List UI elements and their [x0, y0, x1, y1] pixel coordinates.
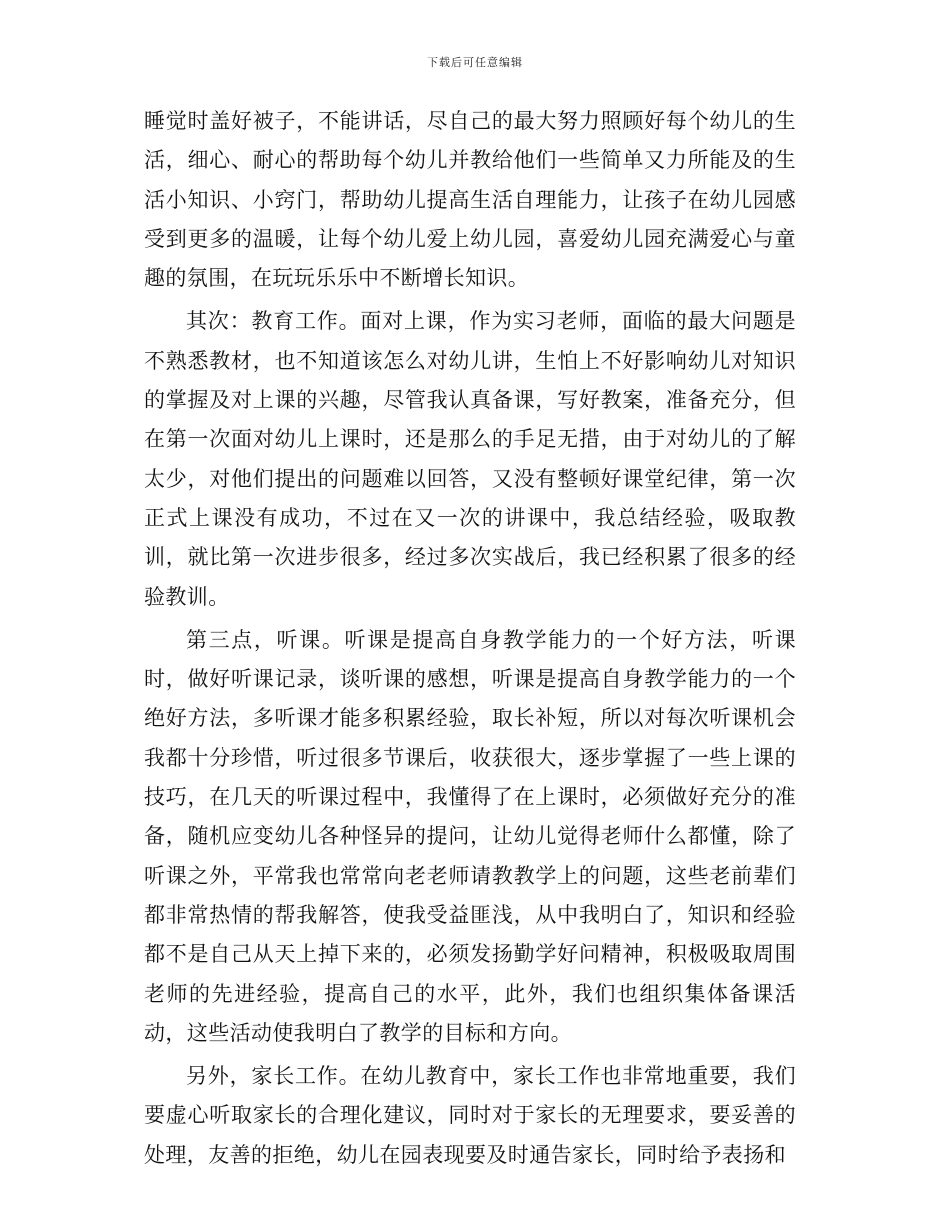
paragraph-parent-work: 另外，家长工作。在幼儿教育中，家长工作也非常地重要，我们要虚心听取家长的合理化建议，同时对于家长的无理要求，要妥善的处理，友善的拒绝，幼儿在园表现要及时通告家长，同时给予表扬和 — [144, 1064, 796, 1167]
paragraph-observing-classes: 第三点，听课。听课是提高自身教学能力的一个好方法，听课时，做好听课记录，谈听课的感想，听课是提高自身教学能力的一个绝好方法，多听课才能多积累经验，取长补短，所以对每次听课机会我都十分珍惜，听过很多节课后，收获很大，逐步掌握了一些上课的技巧，在几天的听课过程中，我懂得了在上课时，必须做好充分的准备，随机应变幼儿各种怪异的提问，让幼儿觉得老师什么都懂，除了听课之外，平常我也常常向老老师请教教学上的问题，这些老前辈们都非常热情的帮我解答，使我受益匪浅，从中我明白了，知识和经验都不是自己从天上掉下来的，必须发扬勤学好问精神，积极吸取周围老师的先进经验，提高自己的水平，此外，我们也组织集体备课活动，这些活动使我明白了教学的目标和方向。 — [144, 627, 796, 1045]
page-header: 下载后可任意编辑 — [427, 56, 523, 69]
paragraph-continuation: 睡觉时盖好被子，不能讲话，尽自己的最大努力照顾好每个幼儿的生活，细心、耐心的帮助每个幼儿并教给他们一些简单又力所能及的生活小知识、小窍门，帮助幼儿提高生活自理能力，让孩子在幼儿园感受到更多的温暖，让每个幼儿爱上幼儿园，喜爱幼儿园充满爱心与童趣的氛围，在玩玩乐乐中不断增长知识。 — [144, 109, 796, 291]
paragraph-teaching-work: 其次：教育工作。面对上课，作为实习老师，面临的最大问题是不熟悉教材，也不知道该怎么对幼儿讲，生怕上不好影响幼儿对知识的掌握及对上课的兴趣，尽管我认真备课，写好教案，准备充分，但在第一次面对幼儿上课时，还是那么的手足无措，由于对幼儿的了解太少，对他们提出的问题难以回答，又没有整顿好课堂纪律，第一次正式上课没有成功，不过在又一次的讲课中，我总结经验，吸取教训，就比第一次进步很多，经过多次实战后，我已经积累了很多的经验教训。 — [144, 309, 796, 609]
document-body — [144, 102, 796, 1175]
